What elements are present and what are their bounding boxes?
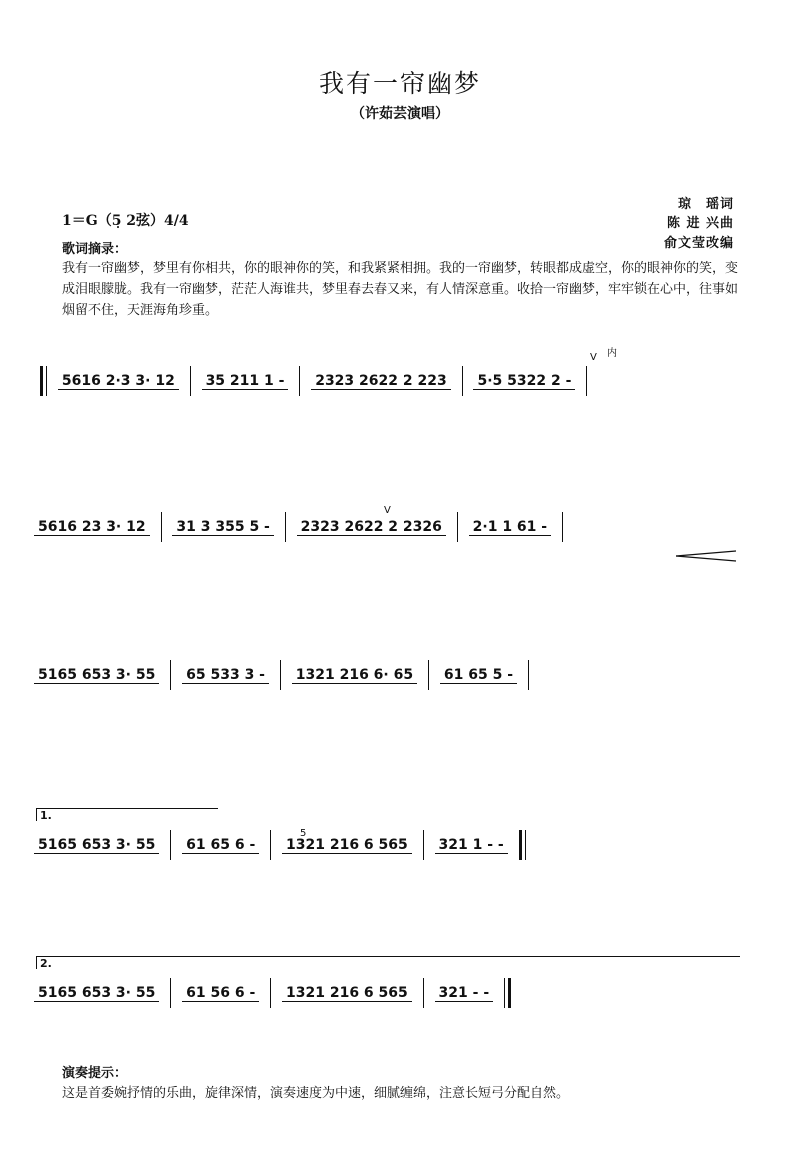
measure: 65 533 3 - [182,667,269,684]
grace-note-mark: 5 [300,828,307,839]
measure: 321 - - [435,985,494,1002]
breath-mark: V [590,352,597,363]
second-ending-bracket: 2. [36,956,740,969]
tips-text: 这是首委婉抒情的乐曲，旋律深情，演奏速度为中速，细腻缠绵，注意长短弓分配自然。 [62,1086,570,1101]
measure: 5165 653 3· 55 [34,667,159,684]
page-title: 我有一帘幽梦 [318,69,481,98]
measure: 1321 216 6 565 [282,837,412,854]
barline [285,512,286,542]
measure: 35 211 1 - [202,373,289,390]
inner-string-mark: 内 [607,348,617,359]
barline [428,660,429,690]
breath-mark: V [384,505,391,516]
barline [423,830,424,860]
measure: 1321 216 6· 65 [292,667,417,684]
measure: 2323 2622 2 2326 [297,519,446,536]
barline [190,366,191,396]
barline [299,366,300,396]
barline [170,978,171,1008]
lyrics-text: 我有一帘幽梦，梦里有你相共，你的眼神你的笑，和我紧紧相拥。我的一帘幽梦，转眼都成虚空，你的眼神你的笑，变成泪眼朦胧。我有一帘幽梦，茫茫人海谁共，梦里春去春又来，有人情深意重。收拾一帘幽梦，牢牢锁在心中，往事如烟留不住，天涯海角珍重。 [62,261,739,318]
measure: 61 56 6 - [182,985,259,1002]
barline [586,366,587,396]
barline [170,660,171,690]
diminuendo-hairpin [676,550,738,562]
tips-heading: 演奏提示： [62,1066,128,1081]
measure: 2323 2622 2 223 [311,373,451,390]
final-barline [504,978,511,1008]
measure: 5165 653 3· 55 [34,985,159,1002]
measure: 321 1 - - [435,837,508,854]
measure: 31 3 355 5 - [172,519,274,536]
measure: 61 65 6 - [182,837,259,854]
barline [528,660,529,690]
repeat-start-barline [40,366,47,396]
barline [270,830,271,860]
first-ending-bracket: 1. [36,808,218,821]
barline [280,660,281,690]
lyrics-heading: 歌词摘录： [62,242,128,257]
barline [270,978,271,1008]
score-row-1 [34,366,593,406]
barline [170,830,171,860]
barline [161,512,162,542]
barline [462,366,463,396]
barline [423,978,424,1008]
composer-credit: 陈 进 兴曲 [666,216,734,231]
measure: 5·5 5322 2 - [473,373,575,390]
lyricist-credit: 琼 瑶词 [677,197,734,212]
performer-subtitle: （许茹芸演唱） [351,106,449,122]
score-row-3 [34,660,535,700]
score-row-5 [34,978,517,1018]
arranger-credit: 俞文莹改编 [663,236,734,251]
measure: 2·1 1 61 - [469,519,551,536]
measure: 1321 216 6 565 [282,985,412,1002]
barline [562,512,563,542]
score-row-2 [34,512,569,552]
repeat-end-barline [519,830,526,860]
measure: 5165 653 3· 55 [34,837,159,854]
measure: 61 65 5 - [440,667,517,684]
key-signature: 1＝G（5̣ 2弦）4/4 [62,213,189,229]
barline [457,512,458,542]
score-row-4 [34,830,532,870]
measure: 5616 2·3 3· 12 [58,373,179,390]
measure: 5616 23 3· 12 [34,519,150,536]
